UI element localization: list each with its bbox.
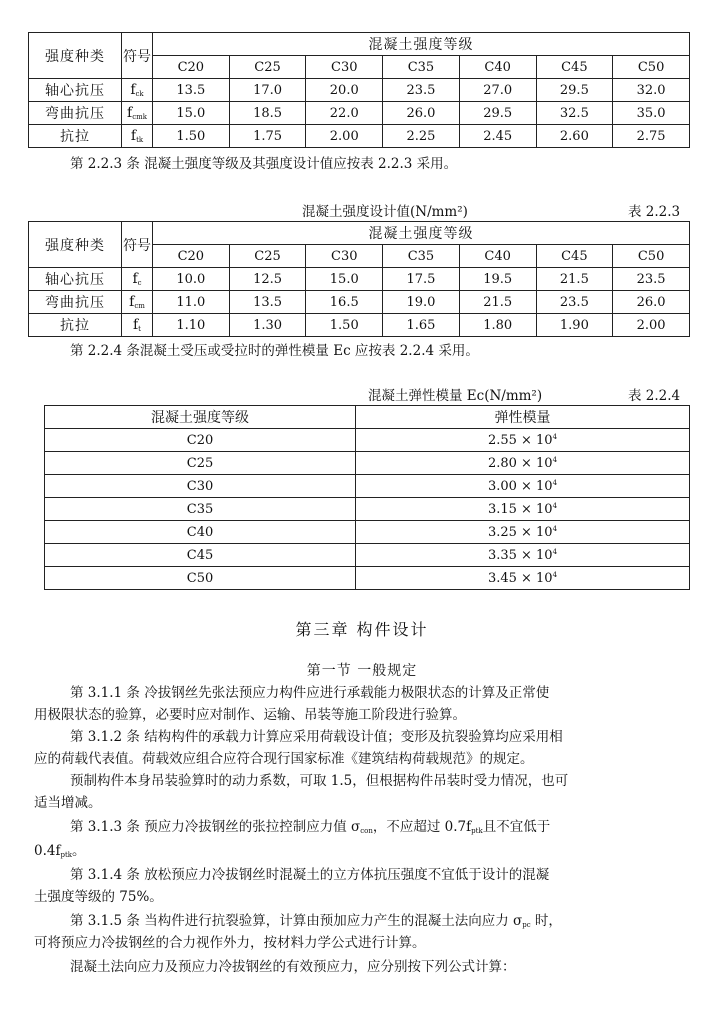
grade-header: C50 xyxy=(613,56,690,79)
cell: 11.0 xyxy=(153,291,230,314)
header-grade-group: 混凝土强度等级 xyxy=(153,222,690,245)
table2-number: 表 2.2.3 xyxy=(628,204,681,220)
cell: 1.90 xyxy=(536,314,613,337)
header-grade: 混凝土强度等级 xyxy=(45,406,356,429)
header-grade-group: 混凝土强度等级 xyxy=(153,33,690,56)
cell: 19.5 xyxy=(459,268,536,291)
table-row xyxy=(45,498,690,521)
clause-3-1-5-line2: 可将预应力冷拔钢丝的合力视作外力，按材料力学公式进行计算。 xyxy=(34,935,426,951)
cell: 1.30 xyxy=(229,314,306,337)
dynamic-coef-line2: 适当增减。 xyxy=(34,795,102,811)
row-symbol: $f_t$ xyxy=(122,314,153,337)
cell: 32.0 xyxy=(613,79,690,102)
row-kind: 轴心抗压 xyxy=(29,79,122,102)
cell-modulus: $2.80 \times 10^4$ xyxy=(356,452,690,475)
row-kind: 轴心抗压 xyxy=(29,268,122,291)
row-kind: 弯曲抗压 xyxy=(29,102,122,125)
cell: 2.60 xyxy=(536,125,613,148)
row-symbol: $f_{cm}$ xyxy=(122,291,153,314)
cell: 12.5 xyxy=(229,268,306,291)
grade-header: C40 xyxy=(459,245,536,268)
table-row xyxy=(45,544,690,567)
header-kind: 强度种类 xyxy=(29,222,122,268)
cell: 1.80 xyxy=(459,314,536,337)
cell-grade: C20 xyxy=(45,429,356,452)
cell: 26.0 xyxy=(613,291,690,314)
clause-3-1-3-line2: $0.4f_{ptk}$。 xyxy=(34,843,86,859)
cell-modulus: $3.00 \times 10^4$ xyxy=(356,475,690,498)
row-symbol: $f_c$ xyxy=(122,268,153,291)
cell-modulus: $3.35 \times 10^4$ xyxy=(356,544,690,567)
cell: 2.25 xyxy=(383,125,460,148)
table-row xyxy=(29,125,690,148)
grade-header: C20 xyxy=(153,245,230,268)
cell: 1.50 xyxy=(153,125,230,148)
cell-modulus: $3.45 \times 10^4$ xyxy=(356,567,690,590)
grade-header: C45 xyxy=(536,245,613,268)
header-kind: 强度种类 xyxy=(29,33,122,79)
clause-3-1-2-line1: 第 3.1.2 条 结构构件的承载力计算应采用荷载设计值；变形及抗裂验算均应采用相 xyxy=(70,729,563,745)
header-modulus: 弹性模量 xyxy=(356,406,690,429)
row-symbol: $f_{tk}$ xyxy=(122,125,153,148)
cell: 20.0 xyxy=(306,79,383,102)
cell: 17.0 xyxy=(229,79,306,102)
clause-3-1-4-line2: 土强度等级的 75%。 xyxy=(34,889,163,905)
table-row xyxy=(29,79,690,102)
table-row xyxy=(45,475,690,498)
cell: 2.45 xyxy=(459,125,536,148)
table-row xyxy=(45,521,690,544)
formula-intro: 混凝土法向应力及预应力冷拔钢丝的有效预应力，应分别按下列公式计算： xyxy=(70,959,516,975)
cell: 1.75 xyxy=(229,125,306,148)
cell: 21.5 xyxy=(459,291,536,314)
cell-grade: C45 xyxy=(45,544,356,567)
cell: 21.5 xyxy=(536,268,613,291)
cell-grade: C50 xyxy=(45,567,356,590)
cell: 2.75 xyxy=(613,125,690,148)
grade-header: C40 xyxy=(459,56,536,79)
cell: 13.5 xyxy=(229,291,306,314)
cell: 10.0 xyxy=(153,268,230,291)
grade-header: C45 xyxy=(536,56,613,79)
table-row xyxy=(29,314,690,337)
table-row xyxy=(45,452,690,475)
table-row xyxy=(45,567,690,590)
cell: 29.5 xyxy=(459,102,536,125)
header-symbol: 符号 xyxy=(122,33,153,79)
cell: 16.5 xyxy=(306,291,383,314)
cell-modulus: $3.15 \times 10^4$ xyxy=(356,498,690,521)
table-row xyxy=(29,268,690,291)
grade-header: C50 xyxy=(613,245,690,268)
grade-header: C20 xyxy=(153,56,230,79)
row-kind: 弯曲抗压 xyxy=(29,291,122,314)
cell: 35.0 xyxy=(613,102,690,125)
grade-header: C30 xyxy=(306,56,383,79)
clause-3-1-4-line1: 第 3.1.4 条 放松预应力冷拔钢丝时混凝土的立方体抗压强度不宜低于设计的混凝 xyxy=(70,867,550,883)
table2-caption: 混凝土强度设计值(N/mm²) xyxy=(302,204,468,220)
table-row xyxy=(45,429,690,452)
strength-design-table xyxy=(28,221,690,337)
cell-modulus: $2.55 \times 10^4$ xyxy=(356,429,690,452)
clause-3-1-2-line2: 应的荷载代表值。荷载效应组合应符合现行国家标准《建筑结构荷载规范》的规定。 xyxy=(34,751,534,767)
clause-3-1-3-line1: 第 3.1.3 条 预应力冷拔钢丝的张拉控制应力值 $\sigma_{con}$，不应超过 $0.7f_{ptk}$且不宜低于 xyxy=(70,819,551,835)
grade-header: C35 xyxy=(383,56,460,79)
grade-header: C25 xyxy=(229,56,306,79)
cell-grade: C30 xyxy=(45,475,356,498)
grade-header: C25 xyxy=(229,245,306,268)
row-symbol: $f_{ck}$ xyxy=(122,79,153,102)
table3-caption: 混凝土弹性模量 Ec(N/mm²) xyxy=(368,388,543,404)
chapter-title: 第三章 构件设计 xyxy=(295,620,429,639)
cell: 23.5 xyxy=(613,268,690,291)
table3-number: 表 2.2.4 xyxy=(628,388,681,404)
grade-header: C30 xyxy=(306,245,383,268)
table-row xyxy=(29,291,690,314)
cell: 2.00 xyxy=(613,314,690,337)
table-row xyxy=(29,102,690,125)
clause-2-2-4: 第 2.2.4 条混凝土受压或受拉时的弹性模量 Ec 应按表 2.2.4 采用。 xyxy=(70,343,479,359)
cell: 15.0 xyxy=(306,268,383,291)
grade-header: C35 xyxy=(383,245,460,268)
cell: 22.0 xyxy=(306,102,383,125)
cell: 1.50 xyxy=(306,314,383,337)
cell: 19.0 xyxy=(383,291,460,314)
cell: 15.0 xyxy=(153,102,230,125)
header-symbol: 符号 xyxy=(122,222,153,268)
section-title: 第一节 一般规定 xyxy=(306,663,418,679)
cell: 17.5 xyxy=(383,268,460,291)
cell: 1.10 xyxy=(153,314,230,337)
cell-modulus: $3.25 \times 10^4$ xyxy=(356,521,690,544)
cell-grade: C40 xyxy=(45,521,356,544)
row-kind: 抗拉 xyxy=(29,125,122,148)
cell: 23.5 xyxy=(536,291,613,314)
clause-2-2-3: 第 2.2.3 条 混凝土强度等级及其强度设计值应按表 2.2.3 采用。 xyxy=(70,156,458,172)
cell: 32.5 xyxy=(536,102,613,125)
cell: 26.0 xyxy=(383,102,460,125)
cell-grade: C25 xyxy=(45,452,356,475)
row-kind: 抗拉 xyxy=(29,314,122,337)
cell: 18.5 xyxy=(229,102,306,125)
cell: 1.65 xyxy=(383,314,460,337)
strength-standard-table xyxy=(28,32,690,148)
clause-3-1-1-line2: 用极限状态的验算，必要时应对制作、运输、吊装等施工阶段进行验算。 xyxy=(34,707,466,723)
clause-3-1-5-line1: 第 3.1.5 条 当构件进行抗裂验算，计算由预加应力产生的混凝土法向应力 $\sigma_{pc}$ 时， xyxy=(70,913,562,929)
elastic-modulus-table xyxy=(44,405,690,590)
row-symbol: $f_{cmk}$ xyxy=(122,102,153,125)
cell: 13.5 xyxy=(153,79,230,102)
cell-grade: C35 xyxy=(45,498,356,521)
cell: 2.00 xyxy=(306,125,383,148)
clause-3-1-1-line1: 第 3.1.1 条 冷拔钢丝先张法预应力构件应进行承载能力极限状态的计算及正常使 xyxy=(70,685,550,701)
cell: 29.5 xyxy=(536,79,613,102)
cell: 23.5 xyxy=(383,79,460,102)
dynamic-coef-line1: 预制构件本身吊装验算时的动力系数，可取 1.5，但根据构件吊装时受力情况，也可 xyxy=(70,773,569,789)
cell: 27.0 xyxy=(459,79,536,102)
